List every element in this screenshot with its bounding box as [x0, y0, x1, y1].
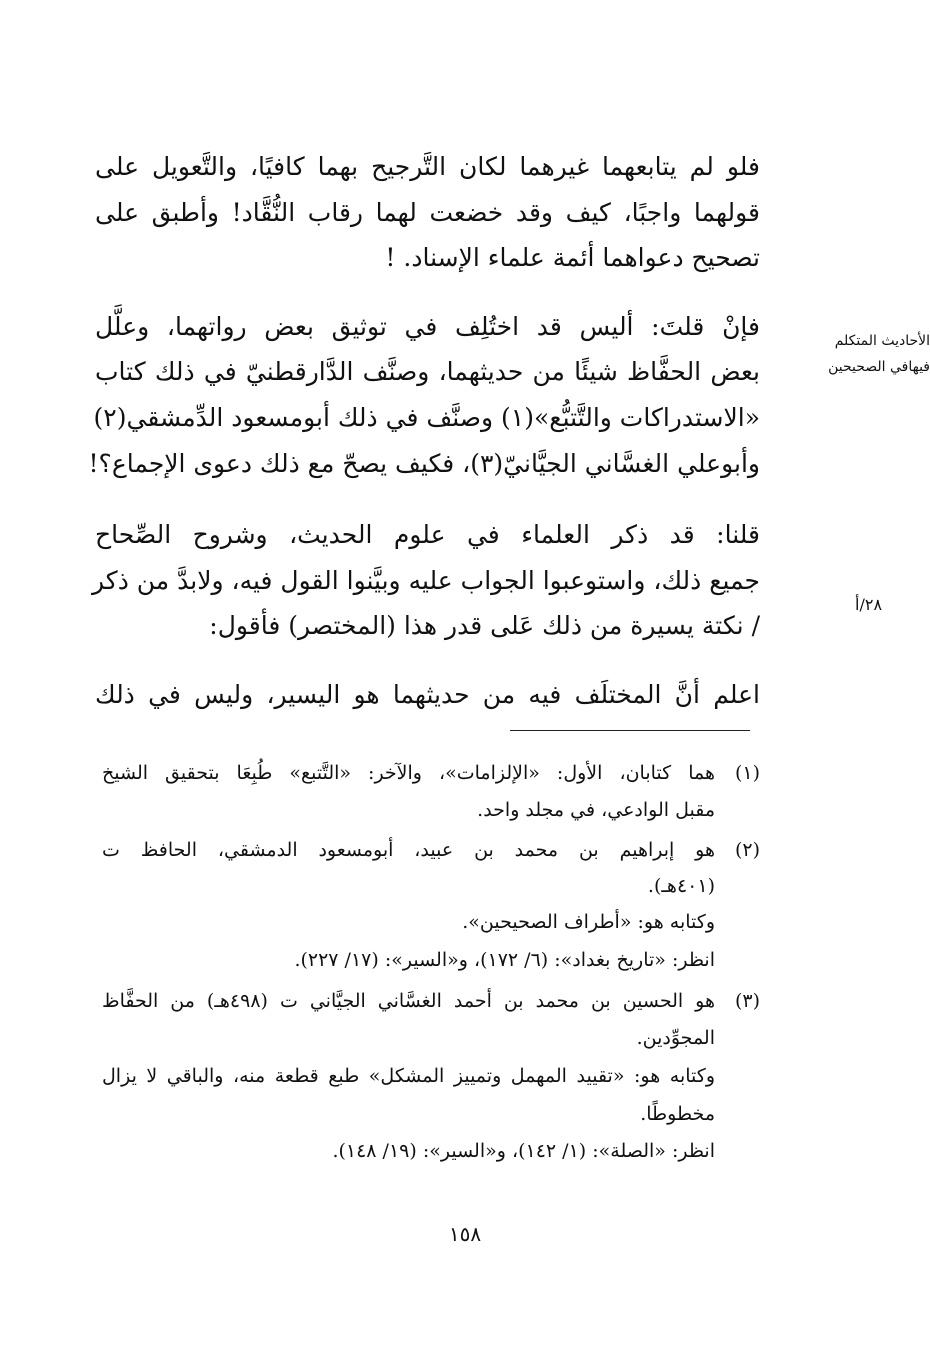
footnote-line: هو الحسين بن محمد بن أحمد الغسَّاني الجيَّاني ت (٤٩٨هـ) من الحفَّاظ	[102, 990, 715, 1012]
footnote-line: المجوِّدين.	[636, 1027, 715, 1049]
manuscript-folio-ref: ٢٨/أ	[855, 595, 883, 614]
text-line: اعلم أنَّ المختلَف فيه من حديثهما هو اليسير، وليس في ذلك	[95, 680, 760, 709]
text-line: تصحيح دعواهما أئمة علماء الإسناد. !	[385, 243, 760, 272]
footnote-line: هو إبراهيم بن محمد بن عبيد، أبومسعود الدمشقي، الحافظ ت	[102, 839, 715, 861]
footnote-number: (٣)	[734, 990, 760, 1012]
text-line: قلنا: قد ذكر العلماء في علوم الحديث، وشروح الصِّحاح	[95, 520, 760, 549]
text-line: بعض الحفَّاظ شيئًا من حديثهما، وصنَّف الدَّارقطنيّ في ذلك كتاب	[95, 357, 760, 386]
text-line: وأبوعلي الغسَّاني الجيَّانيّ(٣)، فكيف يصحّ مع ذلك دعوى الإجماع؟!	[88, 449, 760, 478]
footnote-line: وكتابه هو: «أطراف الصحيحين».	[462, 911, 715, 933]
footnote-line: (٤٠١هـ).	[647, 875, 715, 897]
footnote-number: (٢)	[734, 839, 760, 861]
footnote-separator	[510, 730, 750, 731]
text-line: فلو لم يتابعهما غيرهما لكان التَّرجيح بهما كافيًا، والتَّعويل على	[95, 152, 760, 181]
footnote-line: هما كتابان، الأول: «الإلزامات»، والآخر: «التَّتبع» طُبِعَا بتحقيق الشيخ	[102, 762, 715, 784]
footnote-line: انظر: «تاريخ بغداد»: (٦/ ١٧٢)، و«السير»: (١٧/ ٢٢٧).	[294, 949, 715, 971]
footnote-number: (١)	[734, 762, 760, 784]
page-number: ١٥٨	[448, 1222, 482, 1246]
footnote-line: انظر: «الصلة»: (١/ ١٤٢)، و«السير»: (١٩/ ١٤٨).	[332, 1140, 715, 1162]
text-line: / نكتة يسيرة من ذلك عَلى قدر هذا (المختصر) فأقول:	[209, 611, 760, 640]
footnote-line: مقبل الوادعي، في مجلد واحد.	[477, 799, 715, 821]
margin-note-line: فيهافي الصحيحين	[828, 359, 930, 375]
text-line: جميع ذلك، واستوعبوا الجواب عليه وبيَّنوا القول فيه، ولابدَّ من ذكر	[92, 566, 760, 595]
margin-note-line: الأحاديث المتكلم	[834, 333, 930, 349]
margin-note	[770, 328, 930, 380]
footnote-line: وكتابه هو: «تقييد المهمل وتمييز المشكل» طبع قطعة منه، والباقي لا يزال	[102, 1065, 715, 1087]
text-line: «الاستدراكات والتَّتبُّع»(١) وصنَّف في ذلك أبومسعود الدِّمشقي(٢)	[93, 403, 760, 432]
footnote-line: مخطوطًا.	[640, 1103, 715, 1125]
text-line: قولهما واجبًا، كيف وقد خضعت لهما رقاب النُّقَّاد! وأطبق على	[95, 198, 760, 227]
text-line: فإنْ قلتَ: أليس قد اختُلِف في توثيق بعض رواتهما، وعلَّل	[95, 312, 760, 341]
